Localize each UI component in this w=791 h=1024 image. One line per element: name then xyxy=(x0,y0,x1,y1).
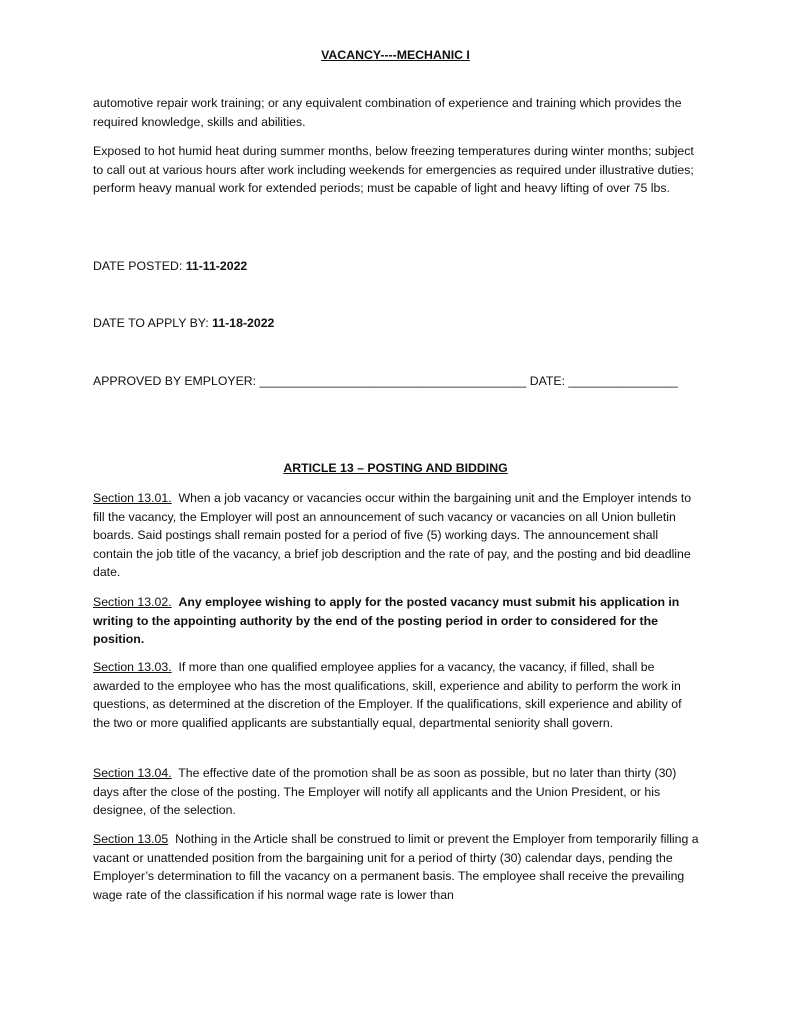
section-13-02 xyxy=(93,593,699,649)
section-label: Section 13.05 xyxy=(93,832,169,846)
section-label: Section 13.02. xyxy=(93,595,172,609)
section-label: Section 13.03. xyxy=(93,660,172,674)
section-13-05 xyxy=(93,830,699,904)
section-text: Any employee wishing to apply for the posted vacancy must submit his application in writing to the appointing authority by the end of the posting period in order to considered for the position. xyxy=(93,595,680,647)
section-13-01 xyxy=(93,489,699,582)
date-posted-value: 11-11-2022 xyxy=(185,259,248,273)
section-label: Section 13.04. xyxy=(93,766,172,780)
section-text: If more than one qualified employee applies for a vacancy, the vacancy, if filled, shall be awarded to the employee who has the most qualifications, skill, experience and ability to perform the work in questions, as determined at the discretion of the Employer. If the qualifications, skill experience and ability of the two or more qualified applicants are substantially equal, departmental seniority shall govern. xyxy=(93,660,682,730)
section-label: Section 13.01. xyxy=(93,491,172,505)
approval-date-line: ________________ xyxy=(568,374,678,388)
intro-paragraph-2: Exposed to hot humid heat during summer months, below freezing temperatures during winter months; subject to call out at various hours after work including weekends for emergencies as required under illustrative duties; perform heavy manual work for extended periods; must be capable of light and heavy lifting of over 75 lbs. xyxy=(93,144,694,196)
article-heading: ARTICLE 13 – POSTING AND BIDDING xyxy=(283,461,508,475)
section-text: When a job vacancy or vacancies occur within the bargaining unit and the Employer intends to fill the vacancy, the Employer will post an announcement of such vacancy or vacancies on all Union bulletin boards. Said postings shall remain posted for a period of five (5) working days. The announcement shall contain the job title of the vacancy, a brief job description and the rate of pay, and the posting and bid deadline date. xyxy=(93,491,692,580)
approval-line xyxy=(93,372,699,391)
date-posted-line xyxy=(93,257,699,276)
section-text: Nothing in the Article shall be construed to limit or prevent the Employer from temporarily filling a vacant or unattended position from the bargaining unit for a period of thirty (30) calendar days, pending the Employer’s determination to fill the vacancy on a permanent basis. The employee shall receive the prevailing wage rate of the classification if his normal wage rate is lower than xyxy=(93,832,699,902)
approval-signature-line: _______________________________________ xyxy=(259,374,527,388)
section-13-03 xyxy=(93,658,699,732)
intro-paragraph-1: automotive repair work training; or any equivalent combination of experience and training which provides the required knowledge, skills and abilities. xyxy=(93,96,682,129)
approval-label: APPROVED BY EMPLOYER: xyxy=(93,374,257,388)
date-apply-line xyxy=(93,314,699,333)
date-apply-label: DATE TO APPLY BY: xyxy=(93,316,209,330)
date-posted-label: DATE POSTED: xyxy=(93,259,183,273)
section-text: The effective date of the promotion shall be as soon as possible, but no later than thirty (30) days after the close of the posting. The Employer will notify all applicants and the Union President, or his designee, of the selection. xyxy=(93,766,677,818)
date-apply-value: 11-18-2022 xyxy=(212,316,275,330)
section-13-04 xyxy=(93,764,699,820)
page-title: VACANCY----MECHANIC I xyxy=(321,48,470,62)
approval-date-label: DATE: xyxy=(529,374,565,388)
